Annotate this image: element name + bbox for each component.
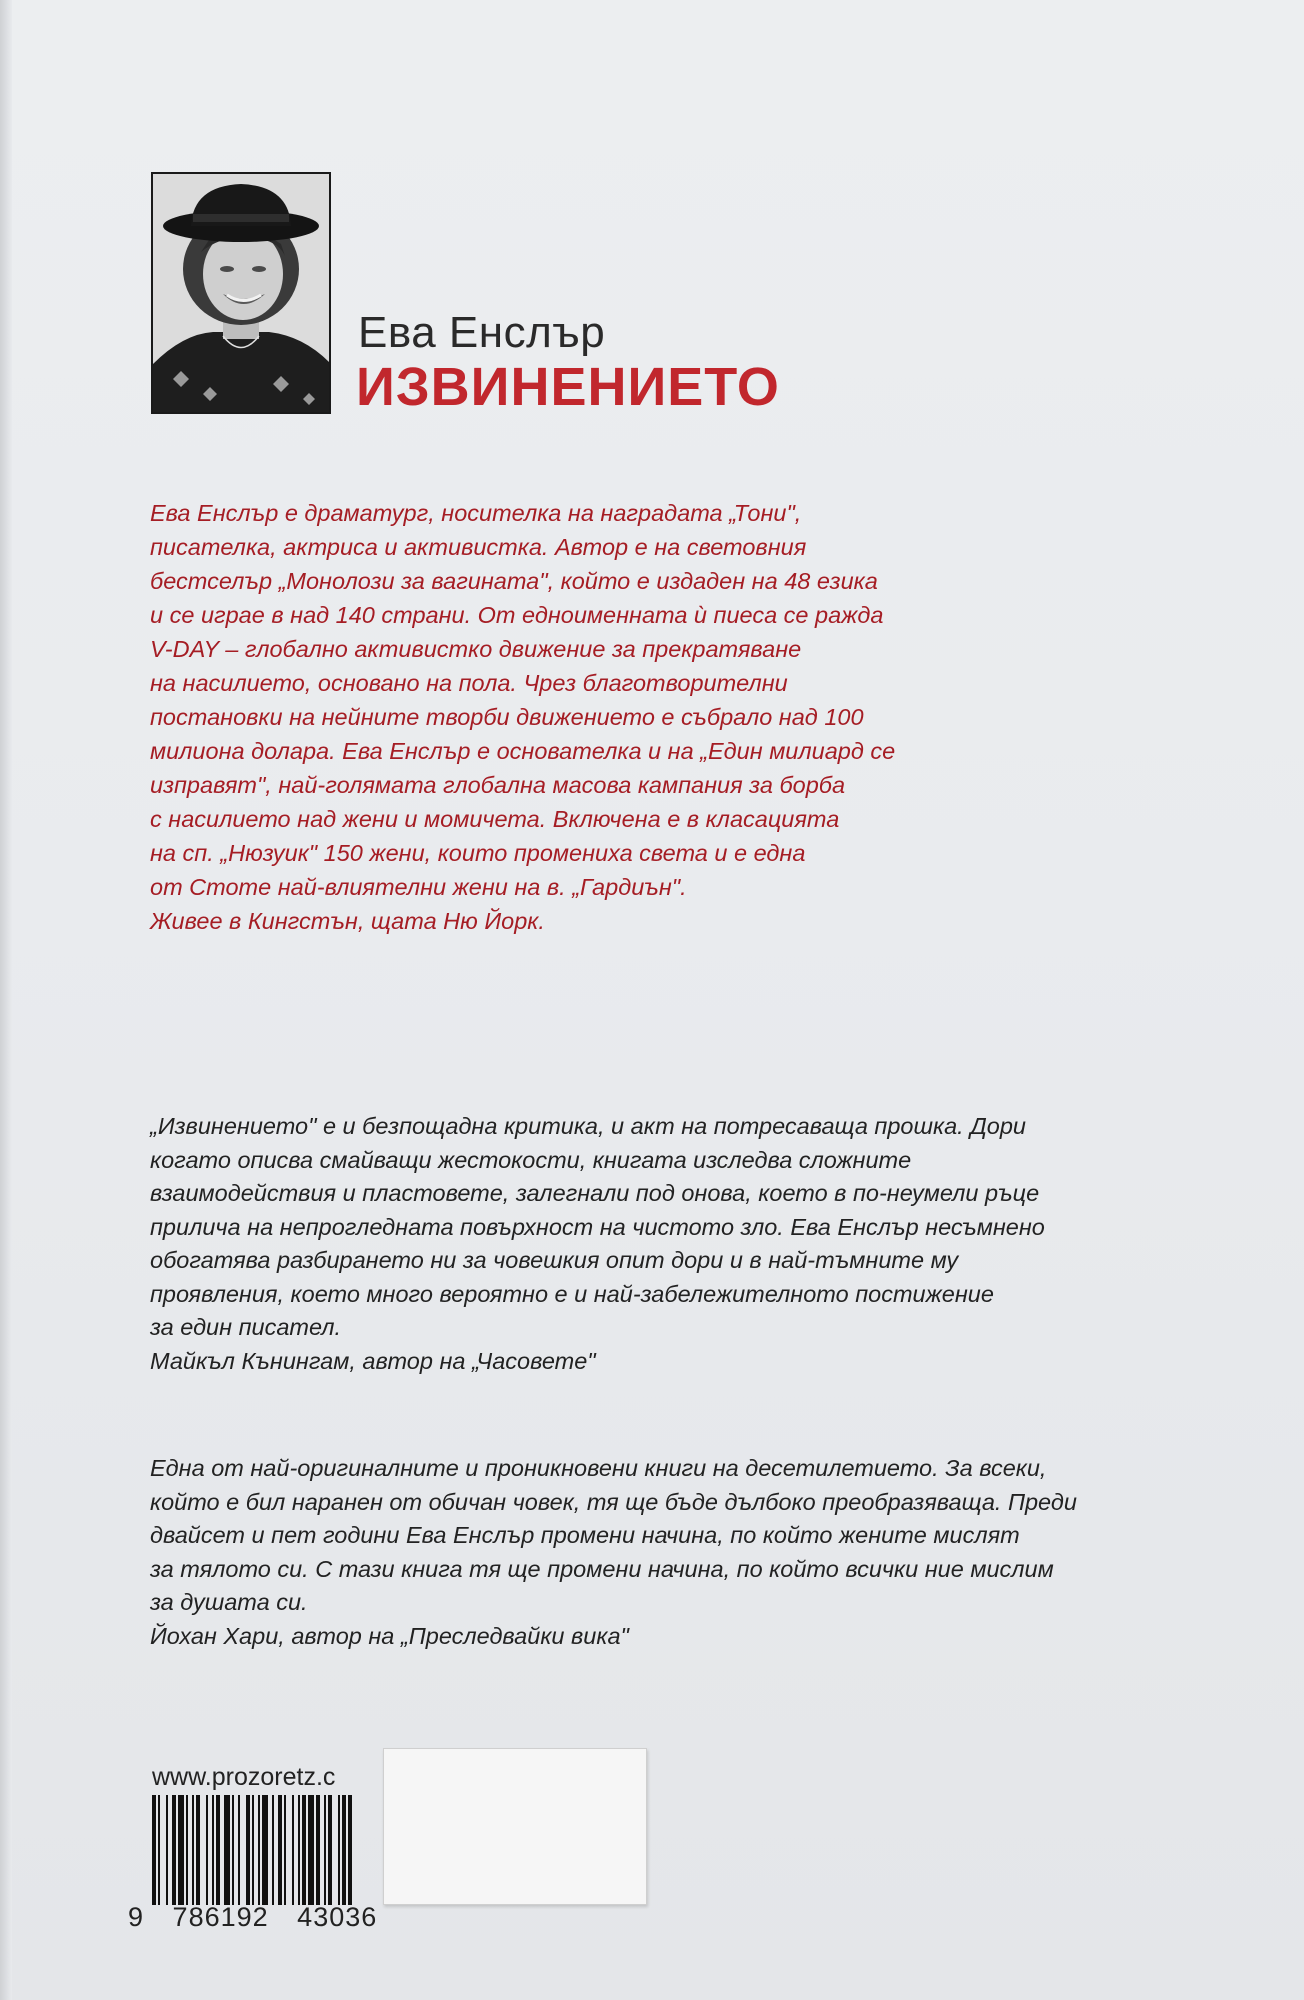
review-line: за един писател. <box>150 1314 342 1340</box>
review-attribution: Йохан Хари, автор на „Преследвайки вика" <box>150 1622 629 1649</box>
bio-line: V-DAY – глобално активистко движение за прекратяване <box>150 636 802 662</box>
review-line: за тялото си. С тази книга тя ще промени начина, по който всички ние мислим <box>150 1555 1054 1582</box>
review-line: Една от най-оригиналните и проникновени книги на десетилетието. За всеки, <box>150 1455 1047 1481</box>
isbn-digits <box>128 1902 397 1933</box>
review-line: за душата си. <box>150 1589 308 1615</box>
author-portrait <box>151 172 331 414</box>
author-name: Ева Енслър <box>358 308 606 357</box>
review-line: обогатява разбирането ни за човешкия опит дори и в най-тъмните му <box>150 1247 959 1273</box>
bio-line: с насилието над жени и момичета. Включена е в класацията <box>150 806 840 832</box>
review-line: прилича на непрогледната повърхност на чистото зло. Ева Енслър несъмнено <box>150 1213 1045 1240</box>
isbn-digit-group: 9 <box>128 1902 145 1932</box>
bio-line: Ева Енслър е драматург, носителка на наградата „Тони", <box>150 500 802 526</box>
bio-line: милиона долара. Ева Енслър е основателка и на „Един милиард се <box>150 738 896 764</box>
bio-line: постановки на нейните творби движението е събрало над 100 <box>150 704 864 730</box>
bio-line: изправят", най-голямата глобална масова кампания за борба <box>150 772 846 798</box>
review-line: проявления, което много вероятно е и най-забележителното постижение <box>150 1280 994 1307</box>
isbn-barcode <box>152 1795 392 1905</box>
review-hari <box>150 1452 1230 1653</box>
publisher-website: www.prozoretz.c <box>152 1763 336 1791</box>
bio-line: писателка, актриса и активистка. Автор е на световния <box>150 534 807 560</box>
bio-line: на сп. „Нюзуик" 150 жени, които промениха света и е една <box>150 840 806 866</box>
review-line: когато описва смайващи жестокости, книгата изследва сложните <box>150 1146 912 1173</box>
bio-line: на насилието, основано на пола. Чрез благотворителни <box>150 670 788 696</box>
bio-line: бестселър „Монолози за вагината", който е издаден на 48 езика <box>150 568 878 594</box>
author-bio <box>150 496 1030 938</box>
review-line: двайсет и пет години Ева Енслър промени начина, по който жените мислят <box>150 1522 1020 1548</box>
isbn-digit-group: 43036 <box>297 1902 378 1932</box>
bio-line: Живее в Кингстън, щата Ню Йорк. <box>150 908 545 934</box>
review-line: взаимодействия и пластовете, залегнали под онова, което в по-неумели ръце <box>150 1180 1040 1206</box>
review-line: който е бил наранен от обичан човек, тя ще бъде дълбоко преобразяваща. Преди <box>150 1488 1077 1515</box>
cover-spine-edge <box>0 0 12 2000</box>
review-attribution: Майкъл Кънингам, автор на „Часовете" <box>150 1347 596 1374</box>
book-title: ИЗВИНЕНИЕТО <box>356 357 780 417</box>
isbn-digit-group: 786192 <box>172 1902 269 1932</box>
price-sticker <box>383 1748 647 1905</box>
review-line: „Извинението" е и безпощадна критика, и акт на потресаваща прошка. Дори <box>150 1113 1026 1139</box>
review-cunningham <box>150 1110 1230 1378</box>
bio-line: от Стоте най-влиятелни жени на в. „Гардиън". <box>150 874 687 900</box>
bio-line: и се играе в над 140 страни. От едноименната ѝ пиеса се ражда <box>150 602 884 628</box>
